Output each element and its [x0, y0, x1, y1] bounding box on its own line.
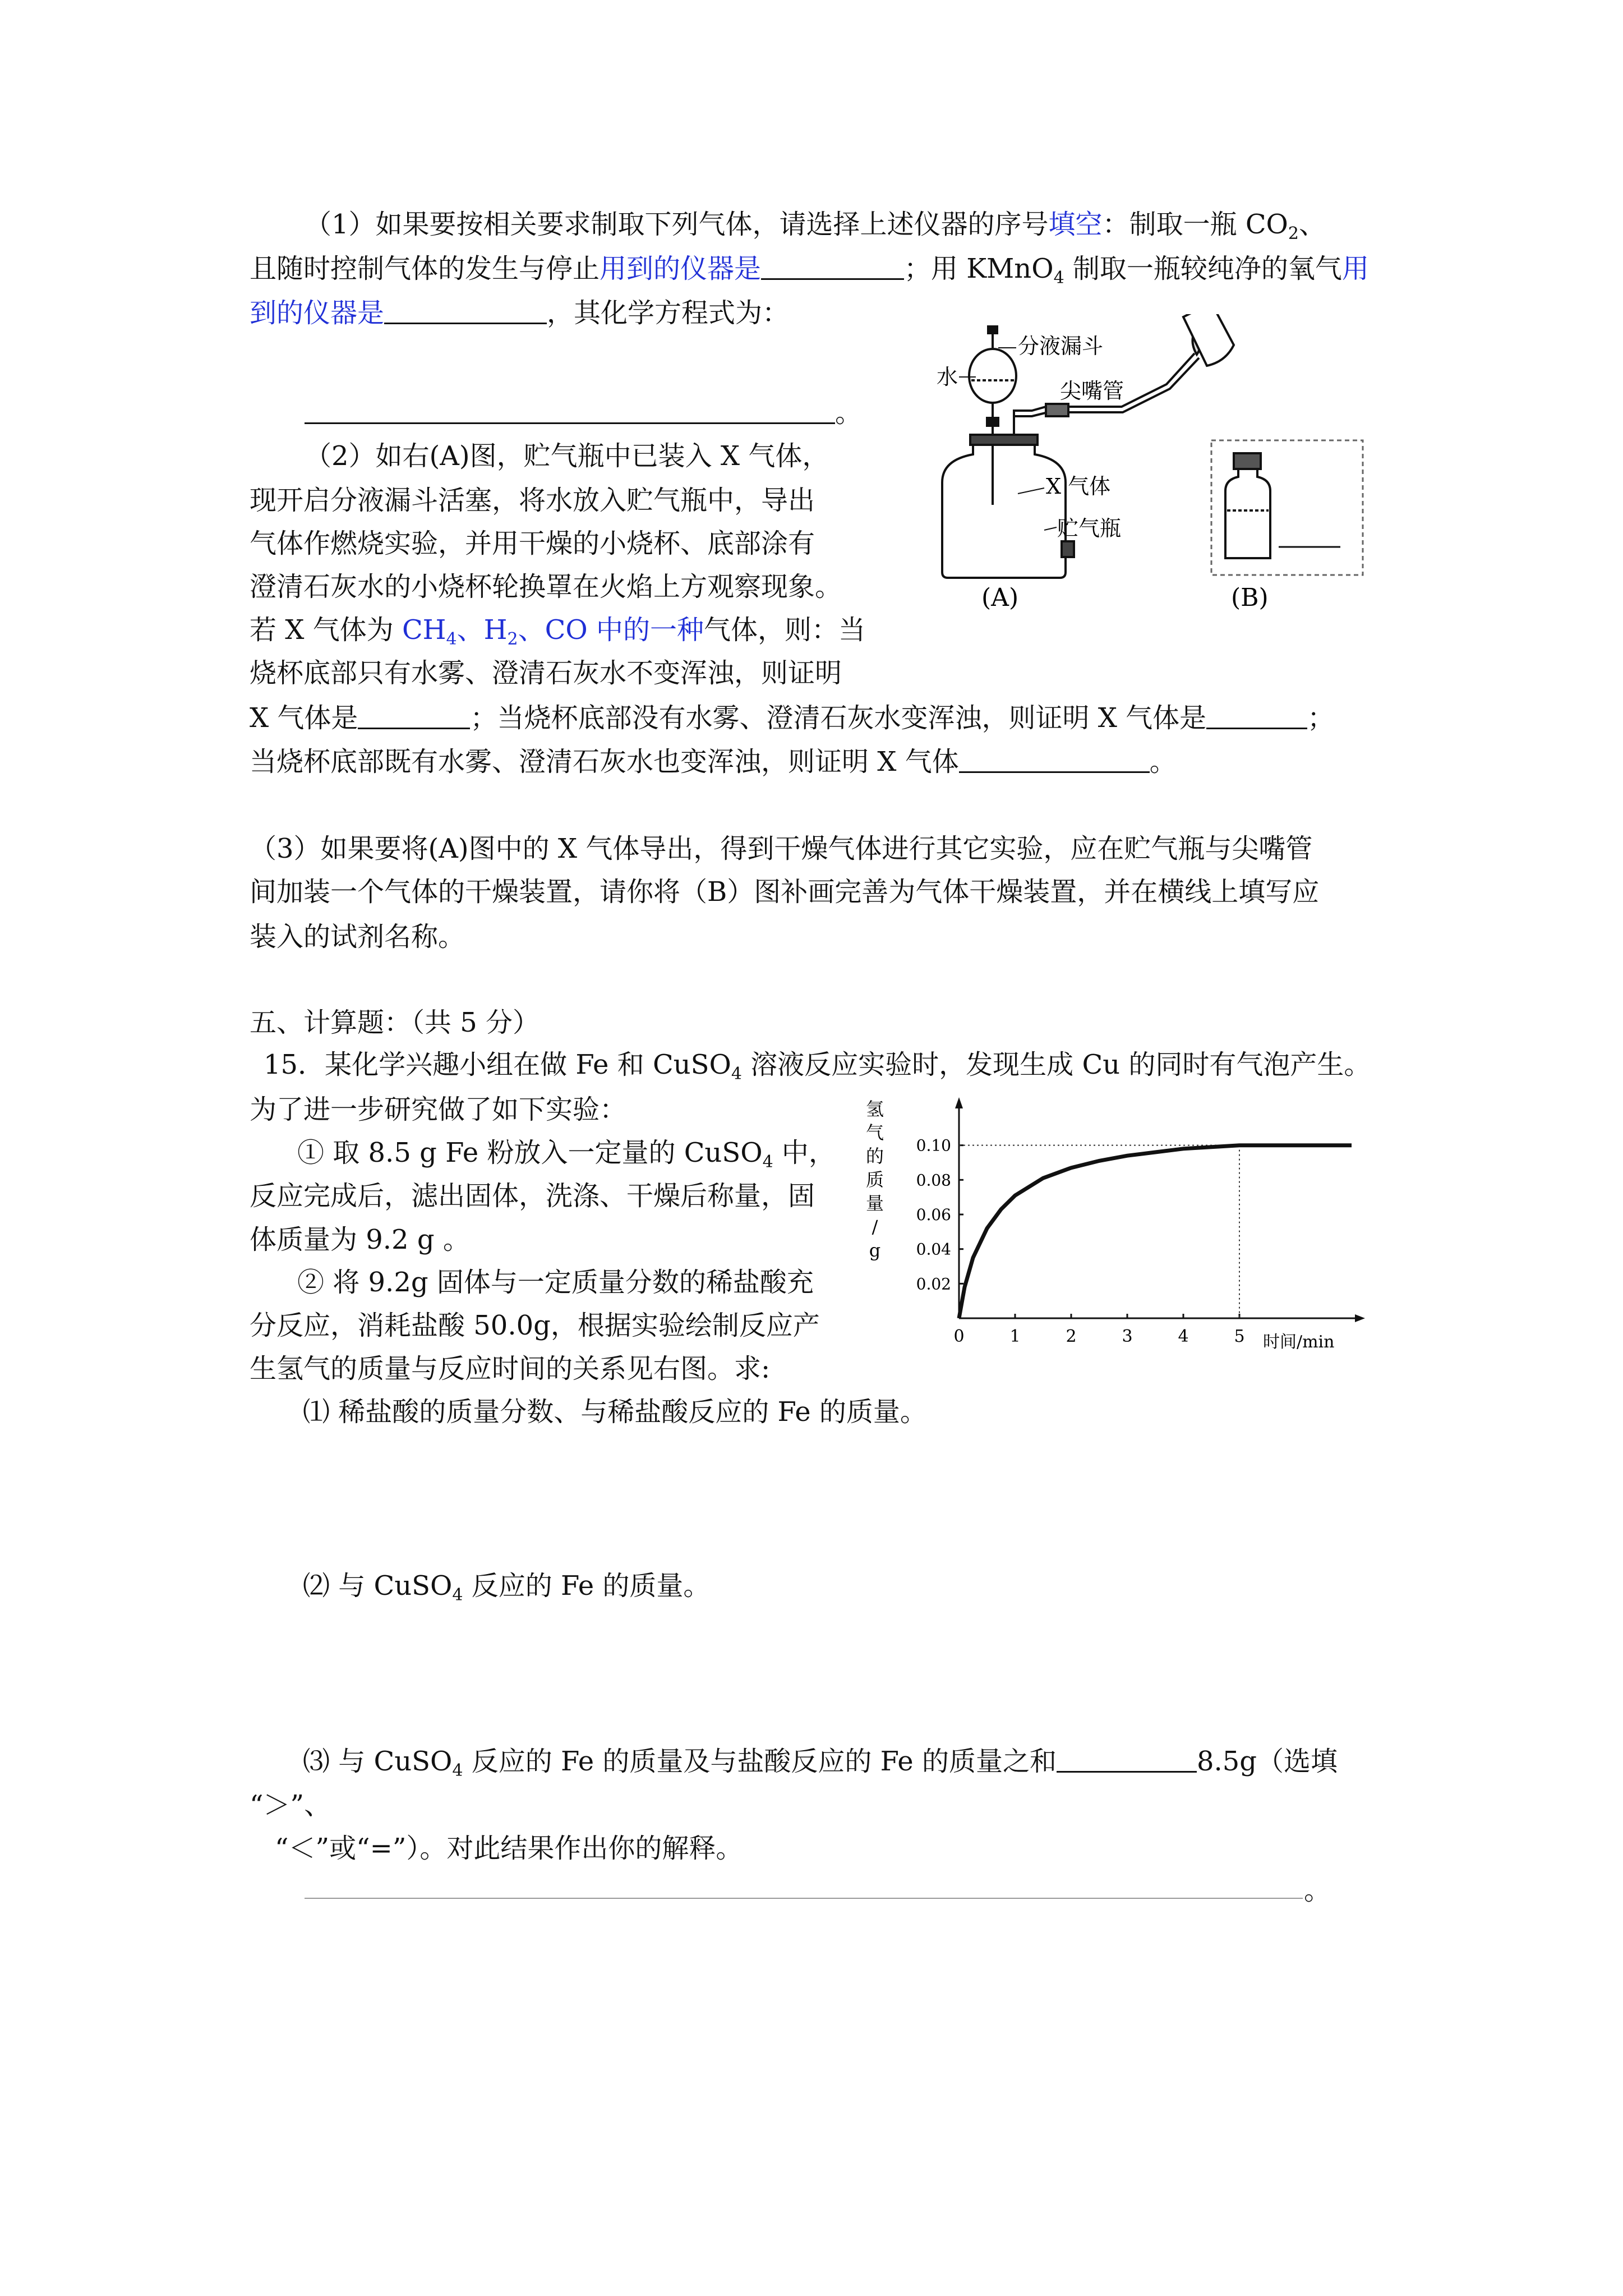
- y-tick-label: 0.04: [916, 1240, 951, 1259]
- x-axis-arrow: [1355, 1314, 1365, 1322]
- step1-line-2: 反应完成后，滤出固体，洗涤、干燥后称量，固: [250, 1180, 815, 1212]
- sub-question-1: ⑴ 稀盐酸的质量分数、与稀盐酸反应的 Fe 的质量。: [303, 1396, 927, 1428]
- label-water: 水: [937, 365, 958, 389]
- y-label-char: /: [872, 1216, 878, 1237]
- apparatus-figure: [920, 314, 1391, 628]
- step1-line-1: ① 取 8.5 g Fe 粉放入一定量的 CuSO$_4$ 中，: [297, 1137, 836, 1172]
- section-heading: 五、计算题：（共 5 分）: [250, 1007, 540, 1038]
- series-line: [959, 1145, 1352, 1318]
- p1-line-4: 。: [305, 396, 862, 430]
- p3-line-1: （3）如果要将(A)图中的 X 气体导出，得到干燥气体进行其它实验，应在贮气瓶与尖嘴管: [250, 833, 1313, 864]
- x-tick-label: 4: [1178, 1327, 1189, 1346]
- step2-line-3: 生氢气的质量与反应时间的关系见右图。求:: [250, 1353, 771, 1384]
- p2-line-5: 若 X 气体为 $CH_4$、$H_2$、CO 中的一种气体，则：当: [250, 614, 865, 649]
- answer-blank-5[interactable]: [959, 747, 1150, 773]
- y-label-char: 质: [865, 1169, 884, 1190]
- answer-blank-2[interactable]: [384, 298, 547, 324]
- y-tick-label: 0.08: [916, 1171, 951, 1190]
- sub-question-2: ⑵ 与 CuSO$_4$ 反应的 Fe 的质量。: [303, 1570, 711, 1605]
- p2-line-2: 现开启分液漏斗活塞，将水放入贮气瓶中，导出: [250, 485, 815, 516]
- step2-line-1: ② 将 9.2g 固体与一定质量分数的稀盐酸充: [297, 1267, 814, 1298]
- hydrogen-mass-chart: [864, 1094, 1368, 1363]
- p2-line-1: （2）如右(A)图，贮气瓶中已装入 X 气体，: [305, 440, 829, 472]
- y-label-char: 量: [865, 1193, 884, 1214]
- p3-line-3: 装入的试剂名称。: [250, 921, 465, 953]
- caption-b: (B): [1231, 583, 1269, 612]
- x-tick-label: 3: [1122, 1327, 1133, 1346]
- answer-blank-6[interactable]: [1057, 1746, 1197, 1773]
- blue-text: 填空: [1048, 209, 1103, 240]
- answer-blank-4[interactable]: [1206, 703, 1307, 729]
- answer-blank-1[interactable]: [761, 254, 904, 280]
- x-tick-label: 2: [1066, 1327, 1077, 1346]
- y-tick-label: 0.06: [916, 1205, 951, 1224]
- y-label-char: 气: [865, 1122, 884, 1143]
- sub-question-3-line-2: “＞”、: [250, 1789, 331, 1821]
- p1-line-1: （1）如果要按相关要求制取下列气体，请选择上述仪器的序号填空：制取一瓶 $CO_2$、: [305, 209, 1326, 243]
- x-axis-label: 时间/min: [1263, 1332, 1335, 1352]
- p2-line-6: 烧杯底部只有水雾、澄清石灰水不变浑浊，则证明: [250, 657, 842, 689]
- answer-blank-3[interactable]: [358, 703, 470, 729]
- label-x-gas: X 气体: [1046, 474, 1111, 499]
- p2-line-8: 当烧杯底部既有水雾、澄清石灰水也变浑浊，则证明 X 气体 。: [250, 746, 1177, 777]
- explanation-line[interactable]: [305, 1898, 1303, 1899]
- chart-ticks: [916, 1137, 1245, 1346]
- p1-line-3: 到的仪器是 ，其化学方程式为：: [250, 297, 790, 329]
- sub-question-3-line-3: “＜”或“=”）。对此结果作出你的解释。: [275, 1833, 743, 1864]
- x-tick-label: 1: [1009, 1327, 1021, 1346]
- y-tick-label: 0.10: [916, 1136, 951, 1155]
- y-label-char: 氢: [865, 1098, 884, 1120]
- p3-line-2: 间加装一个气体的干燥装置，请你将（B）图补画完善为气体干燥装置，并在横线上填写应: [250, 876, 1320, 908]
- chart-reference-lines: [959, 1145, 1239, 1318]
- chart-axes: [955, 1097, 1365, 1322]
- p2-line-3: 气体作燃烧实验，并用干燥的小烧杯、底部涂有: [250, 528, 815, 559]
- caption-a: (A): [981, 583, 1019, 612]
- y-tick-label: 0.02: [916, 1274, 951, 1294]
- y-axis-label: [866, 1098, 884, 1261]
- separatory-funnel: [969, 326, 1016, 505]
- equation-blank[interactable]: [305, 398, 835, 424]
- y-label-char: 的: [865, 1145, 884, 1167]
- label-funnel: 分液漏斗: [1018, 334, 1104, 358]
- y-axis-arrow: [955, 1097, 963, 1108]
- q15-line-2: 为了进一步研究做了如下实验：: [250, 1094, 627, 1125]
- drying-bottle: [1225, 453, 1340, 558]
- p2-line-7: X 气体是 ；当烧杯底部没有水雾、澄清石灰水变浑浊，则证明 X 气体是 ；: [250, 702, 1335, 734]
- explanation-end: 。: [1304, 1875, 1331, 1906]
- q15-line-1: 15．某化学兴趣小组在做 Fe 和 CuSO$_4$ 溶液反应实验时，发现生成 Cu 的同时有气泡产生。: [264, 1049, 1371, 1084]
- x-tick-label: 5: [1234, 1327, 1245, 1346]
- y-label-char: g: [869, 1240, 881, 1261]
- sub-question-3-line-1: ⑶ 与 CuSO$_4$ 反应的 Fe 的质量及与盐酸反应的 Fe 的质量之和 8.5g（选填: [303, 1746, 1338, 1780]
- x-tick-label: 0: [953, 1327, 965, 1346]
- label-bottle: 贮气瓶: [1057, 516, 1122, 541]
- p1-line-2: 且随时控制气体的发生与停止用到的仪器是 ；用 KMnO$_4$ 制取一瓶较纯净的氧气用: [250, 253, 1369, 288]
- label-nozzle: 尖嘴管: [1060, 379, 1124, 403]
- step2-line-2: 分反应，消耗盐酸 50.0g，根据实验绘制反应产: [250, 1310, 820, 1341]
- step1-line-3: 体质量为 9.2 g 。: [250, 1224, 470, 1255]
- p2-line-4: 澄清石灰水的小烧杯轮换罩在火焰上方观察现象。: [250, 571, 842, 602]
